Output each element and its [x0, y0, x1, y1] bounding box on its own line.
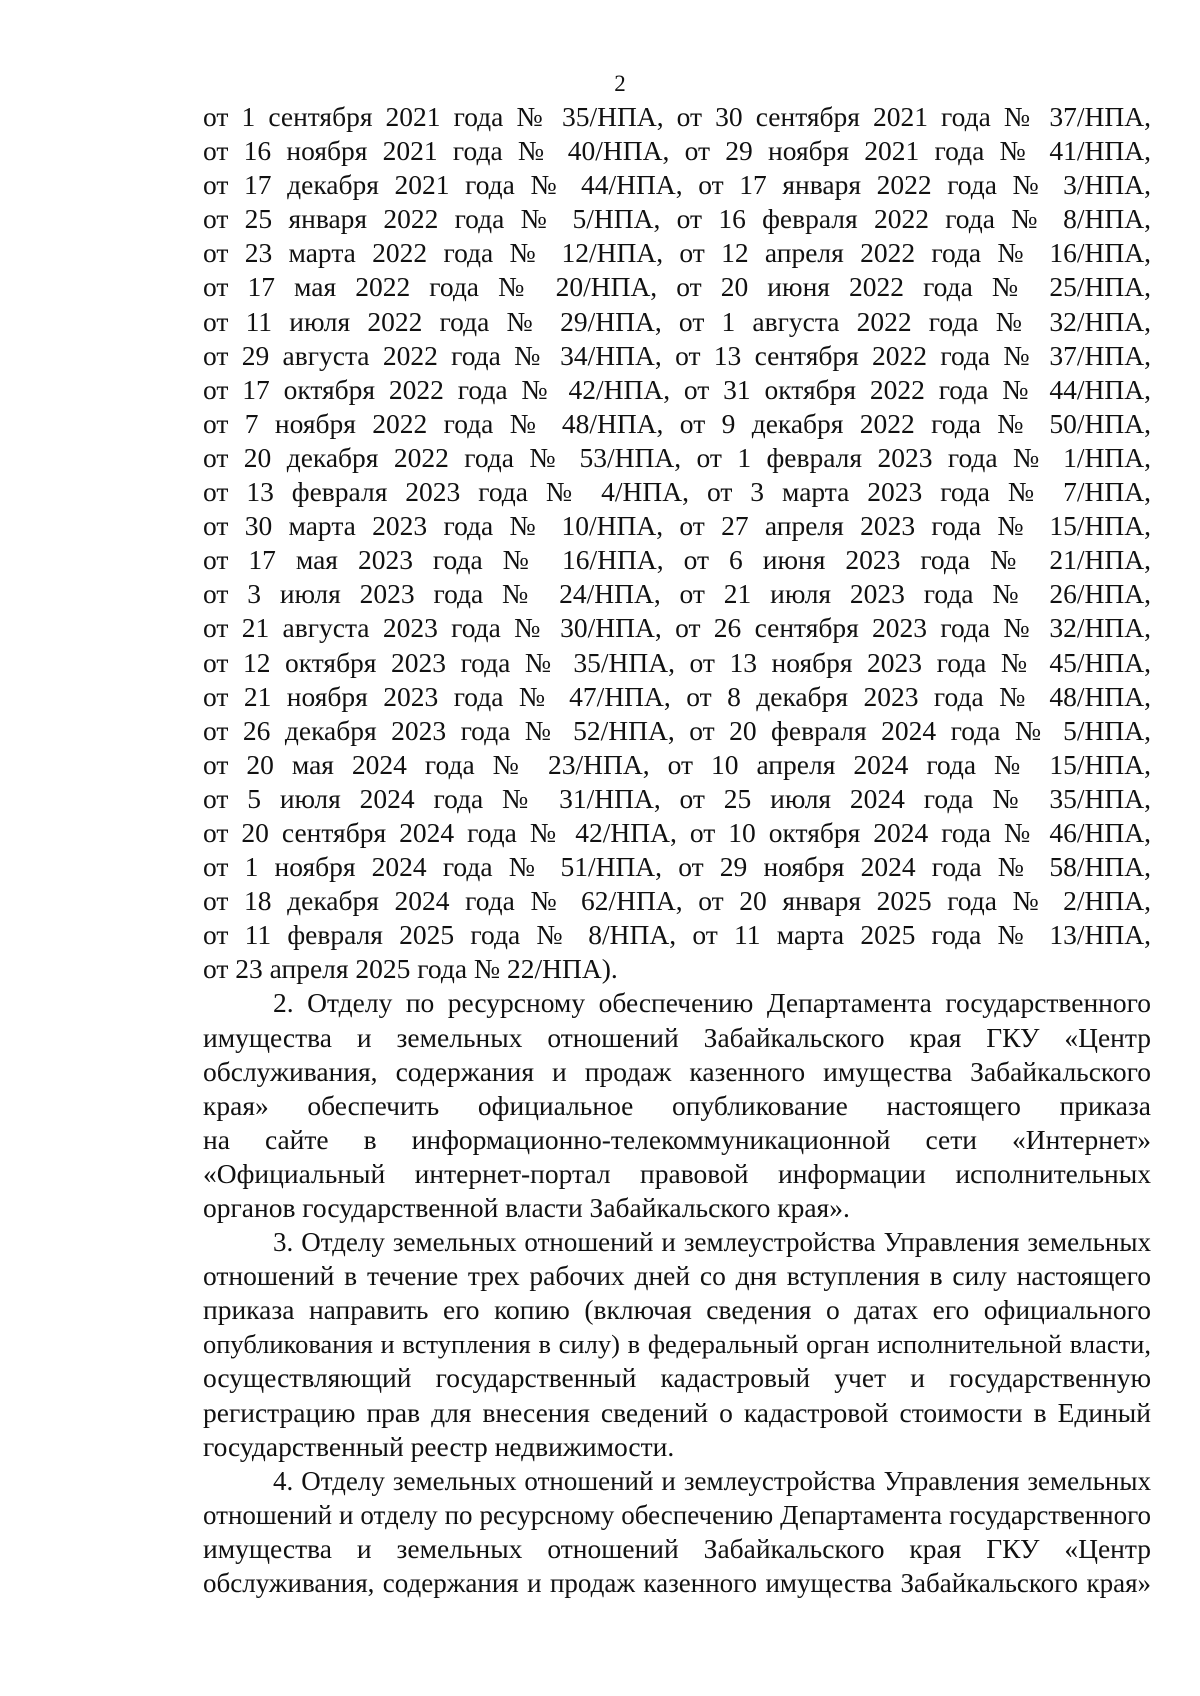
body-line: от 23 апреля 2025 года № 22/НПА). [203, 953, 618, 985]
paragraph-2-line: органов государственной власти Забайкальского края». [203, 1192, 850, 1223]
body-line: от 30 марта 2023 года № 10/НПА, от 27 апреля 2023 года № 15/НПА, [203, 510, 1151, 542]
body-line: от 11 июля 2022 года № 29/НПА, от 1 августа 2022 года № 32/НПА, [203, 305, 1151, 337]
document-body [203, 100, 1151, 1600]
body-line: от 11 февраля 2025 года № 8/НПА, от 11 марта 2025 года № 13/НПА, [203, 919, 1151, 951]
body-line: от 21 ноября 2023 года № 47/НПА, от 8 декабря 2023 года № 48/НПА, [203, 680, 1151, 712]
body-line: от 17 мая 2023 года № 16/НПА, от 6 июня 2023 года № 21/НПА, [203, 544, 1151, 576]
paragraph-2-line: края» обеспечить официальное опубликование настоящего приказа [203, 1089, 1151, 1121]
paragraph-2-line: обслуживания, содержания и продаж казенного имущества Забайкальского [203, 1055, 1151, 1087]
paragraph-3-line: приказа направить его копию (включая сведения о датах его официального [203, 1294, 1151, 1326]
body-line: от 29 августа 2022 года № 34/НПА, от 13 сентября 2022 года № 37/НПА, [203, 339, 1151, 371]
paragraph-3-line: регистрацию прав для внесения сведений о кадастровой стоимости в Единый [203, 1396, 1151, 1428]
paragraph-3-line: осуществляющий государственный кадастровый учет и государственную [203, 1362, 1151, 1394]
paragraph-2-line: имущества и земельных отношений Забайкальского края ГКУ «Центр [203, 1021, 1151, 1053]
paragraph-2-line: на сайте в информационно-телекоммуникационной сети «Интернет» [203, 1123, 1151, 1155]
body-line: от 3 июля 2023 года № 24/НПА, от 21 июля 2023 года № 26/НПА, [203, 578, 1151, 610]
body-line: от 20 декабря 2022 года № 53/НПА, от 1 февраля 2023 года № 1/НПА, [203, 441, 1151, 473]
paragraph-4-line: обслуживания, содержания и продаж казенного имущества Забайкальского края» [203, 1568, 1151, 1599]
body-line: от 16 ноября 2021 года № 40/НПА, от 29 ноября 2021 года № 41/НПА, [203, 135, 1151, 167]
body-line: от 20 сентября 2024 года № 42/НПА, от 10 октября 2024 года № 46/НПА, [203, 816, 1151, 848]
body-line: от 1 ноября 2024 года № 51/НПА, от 29 ноября 2024 года № 58/НПА, [203, 851, 1151, 883]
body-line: от 5 июля 2024 года № 31/НПА, от 25 июля 2024 года № 35/НПА, [203, 782, 1151, 814]
body-line: от 13 февраля 2023 года № 4/НПА, от 3 марта 2023 года № 7/НПА, [203, 476, 1151, 508]
body-line: от 17 октября 2022 года № 42/НПА, от 31 октября 2022 года № 44/НПА, [203, 373, 1151, 405]
body-line: от 12 октября 2023 года № 35/НПА, от 13 ноября 2023 года № 45/НПА, [203, 646, 1151, 678]
page-number: 2 [614, 71, 626, 96]
body-line: от 18 декабря 2024 года № 62/НПА, от 20 января 2025 года № 2/НПА, [203, 885, 1151, 917]
paragraph-3-line: 3. Отделу земельных отношений и землеустройства Управления земельных [273, 1227, 1151, 1258]
paragraph-2-line: 2. Отделу по ресурсному обеспечению Департамента государственного [273, 987, 1151, 1019]
body-line: от 7 ноября 2022 года № 48/НПА, от 9 декабря 2022 года № 50/НПА, [203, 407, 1151, 439]
paragraph-3-line: отношений в течение трех рабочих дней со дня вступления в силу настоящего [203, 1260, 1151, 1292]
body-line: от 21 августа 2023 года № 30/НПА, от 26 сентября 2023 года № 32/НПА, [203, 612, 1151, 644]
body-line: от 26 декабря 2023 года № 52/НПА, от 20 февраля 2024 года № 5/НПА, [203, 714, 1151, 746]
body-line: от 17 декабря 2021 года № 44/НПА, от 17 января 2022 года № 3/НПА, [203, 169, 1151, 201]
paragraph-3-line: опубликования и вступления в силу) в федеральный орган исполнительной власти, [203, 1329, 1151, 1360]
paragraph-4-line: имущества и земельных отношений Забайкальского края ГКУ «Центр [203, 1532, 1151, 1564]
body-line: от 20 мая 2024 года № 23/НПА, от 10 апреля 2024 года № 15/НПА, [203, 748, 1151, 780]
paragraph-3-line: государственный реестр недвижимости. [203, 1430, 675, 1462]
body-line: от 23 марта 2022 года № 12/НПА, от 12 апреля 2022 года № 16/НПА, [203, 237, 1151, 269]
body-line: от 1 сентября 2021 года № 35/НПА, от 30 сентября 2021 года № 37/НПА, [203, 101, 1151, 132]
body-line: от 17 мая 2022 года № 20/НПА, от 20 июня 2022 года № 25/НПА, [203, 271, 1151, 303]
paragraph-4-line: 4. Отделу земельных отношений и землеустройства Управления земельных [273, 1465, 1151, 1496]
paragraph-4-line: отношений и отделу по ресурсному обеспечению Департамента государственного [203, 1499, 1151, 1530]
body-line: от 25 января 2022 года № 5/НПА, от 16 февраля 2022 года № 8/НПА, [203, 203, 1151, 235]
paragraph-2-line: «Официальный интернет-портал правовой информации исполнительных [203, 1157, 1151, 1189]
